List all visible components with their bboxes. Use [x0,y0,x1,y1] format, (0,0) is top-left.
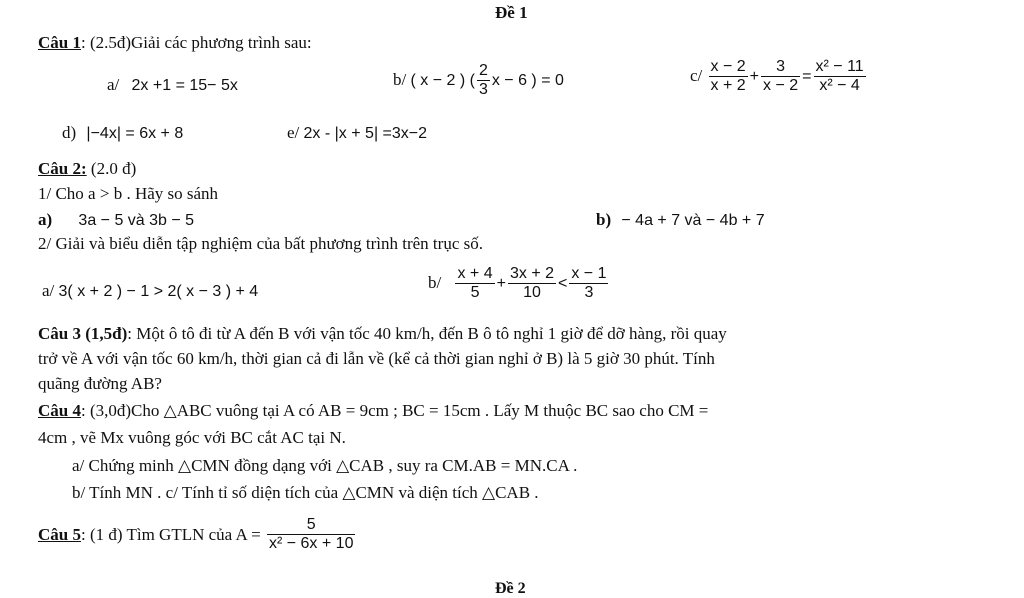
fraction-numerator: x + 4 [455,265,494,284]
fraction-denominator: 3 [584,284,594,302]
question-3-text-1: : Một ô tô đi từ A đến B với vận tốc 40 km/h, đến B ô tô nghỉ 1 giờ để dỡ hàng, rồi quay [127,324,727,343]
ineq-a-text: 3( x + 2 ) − 1 > 2( x − 3 ) + 4 [58,283,259,300]
fraction-denominator: x − 2 [763,77,799,95]
question-3-line-2: trở về A với vận tốc 60 km/h, thời gian cả đi lẫn về (kể cả thời gian nghỉ ở B) là 5 giờ 30 phút. Tính [38,349,715,368]
fraction-denominator: x² − 6x + 10 [268,535,354,553]
question-1b-fraction [477,62,490,100]
ineq-a-label: a/ [42,281,55,300]
question-2-part-1: 1/ Cho a > b . Hãy so sánh [38,184,219,203]
fraction-numerator: 3x + 2 [508,265,556,284]
plus-sign: + [749,67,760,85]
question-1-header [38,33,312,53]
question-2b [596,210,765,230]
fraction-denominator: x² − 4 [819,77,860,95]
fraction-denominator: 3 [478,81,488,99]
question-5-label: Câu 5 [38,525,81,545]
question-4-line-4: b/ Tính MN . c/ Tính tỉ số diện tích của △CMN và diện tích △CAB . [72,483,539,502]
question-1a-label: a/ [107,75,120,94]
equals-sign: = [802,67,812,85]
fraction-numerator: 2 [477,62,490,81]
fraction-numerator: x − 1 [569,265,608,284]
question-1b-label: b/ [393,69,407,89]
ineq-b-label: b/ [428,272,442,292]
question-3-line-3: quãng đường AB? [38,374,162,393]
ineq-b-fraction-1 [455,265,494,303]
question-1c-label: c/ [690,65,703,85]
question-2b-text: − 4a + 7 và − 4b + 7 [621,212,765,229]
question-1c-fraction-1 [709,58,748,96]
less-than-sign: < [558,274,568,292]
question-5-fraction [267,516,356,554]
question-2-label: Câu 2: [38,159,87,178]
question-1c [690,58,868,96]
question-5-text: : (1 đ) Tìm GTLN của A = [80,525,261,545]
question-2-ineq-a [42,281,258,301]
question-1-intro: : (2.5đ)Giải các phương trình sau: [80,33,312,52]
question-2a-label: a) [38,210,53,229]
question-4-line-3: a/ Chứng minh △CMN đồng dạng với △CAB , suy ra CM.AB = MN.CA . [72,456,578,475]
question-5 [38,516,357,554]
fraction-denominator: 10 [523,284,541,302]
question-1c-fraction-3 [814,58,866,96]
question-2-part-2: 2/ Giải và biểu diễn tập nghiệm của bất phương trình trên trục số. [38,234,483,253]
page-title: Đề 1 [495,3,528,22]
next-exam-title: Đề 2 [495,580,526,597]
question-1d [62,123,183,143]
question-1a-equation: 2x +1 = 15− 5x [131,77,238,94]
fraction-numerator: x² − 11 [814,58,866,77]
question-2-header [38,159,136,179]
question-1b [393,62,564,100]
ineq-b-fraction-3 [569,265,608,303]
ineq-b-fraction-2 [508,265,556,303]
question-4-line-2: 4cm , vẽ Mx vuông góc với BC cắt AC tại N. [38,428,346,447]
question-1b-left: ( x − 2 ) ( [410,71,475,89]
question-1c-fraction-2 [761,58,800,96]
question-2b-label: b) [596,210,612,229]
question-4-line-1 [38,401,708,421]
fraction-denominator: 5 [470,284,480,302]
question-2a [38,210,194,230]
question-1-label: Câu 1 [38,33,81,52]
question-1e [287,123,427,143]
question-4-text-1: : (3,0đ)Cho △ABC vuông tại A có AB = 9cm ; BC = 15cm . Lấy M thuộc BC sao cho CM = [80,401,709,420]
question-1e-label: e/ [287,123,300,142]
question-1a [107,75,238,95]
fraction-numerator: 3 [761,58,800,77]
question-1e-equation: 2x - |x + 5| =3x−2 [303,125,428,142]
question-1d-equation: |−4x| = 6x + 8 [86,125,184,142]
fraction-numerator: 5 [267,516,356,535]
plus-sign: + [496,274,506,292]
question-1b-right: x − 6 ) = 0 [491,71,564,89]
question-2-ineq-b [428,265,610,303]
question-2a-text: 3a − 5 và 3b − 5 [78,212,195,229]
fraction-denominator: x + 2 [710,77,746,95]
next-exam-title-cutoff [495,576,555,597]
question-3-line-1 [38,324,727,344]
question-3-label: Câu 3 (1,5đ) [38,324,128,343]
question-1d-label: d) [62,123,77,142]
question-2-points: (2.0 đ) [86,159,137,178]
fraction-numerator: x − 2 [709,58,748,77]
question-4-label: Câu 4 [38,401,81,420]
